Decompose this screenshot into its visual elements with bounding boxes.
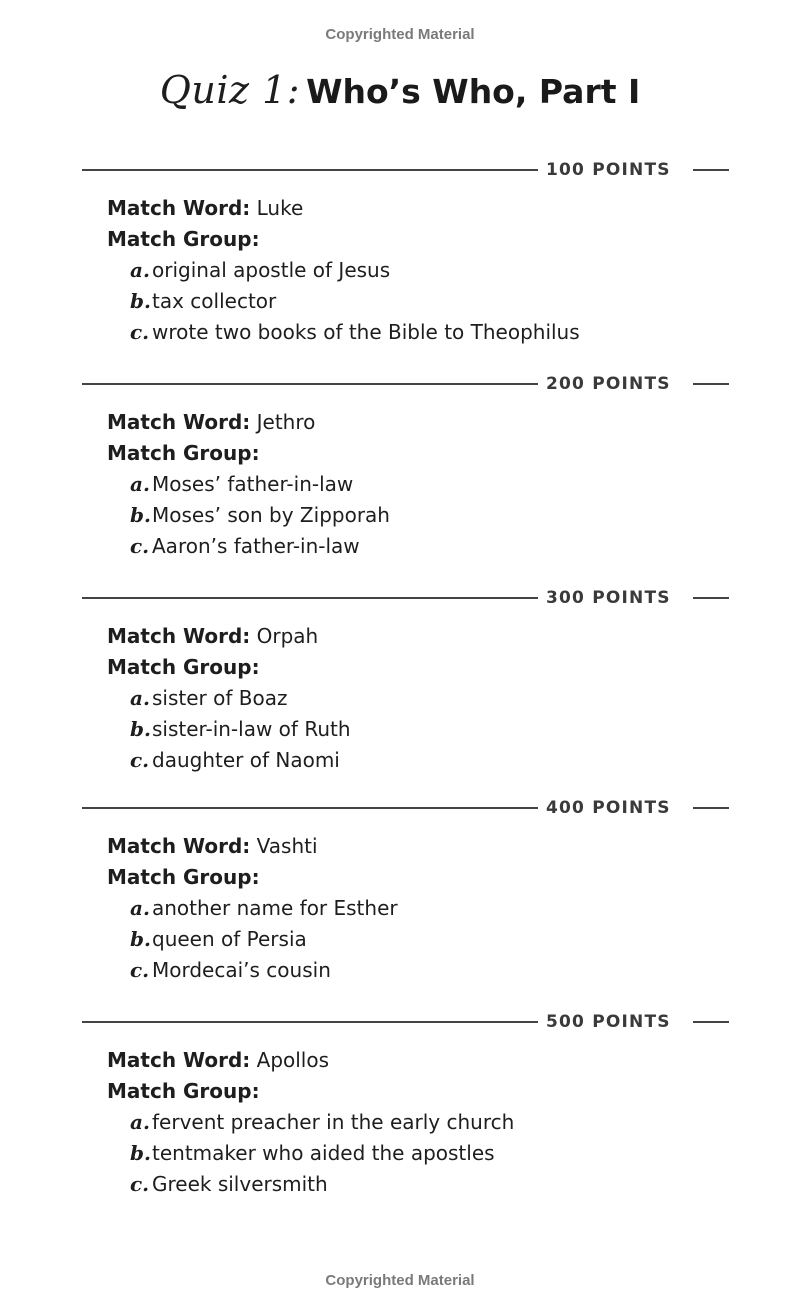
option-text: sister of Boaz	[152, 686, 288, 710]
divider-rule-left	[82, 383, 538, 385]
points-label: 500 POINTS	[546, 1012, 671, 1032]
match-word-label: Match Word:	[107, 624, 251, 648]
option-letter: c.	[130, 958, 150, 982]
option-text: Moses’ father-in-law	[152, 472, 354, 496]
points-label: 400 POINTS	[546, 798, 671, 818]
match-word-line	[107, 1045, 800, 1076]
points-divider	[0, 159, 800, 181]
points-label: 200 POINTS	[546, 374, 671, 394]
option-letter: a.	[130, 472, 150, 496]
option-text: daughter of Naomi	[152, 748, 340, 772]
option-b	[107, 500, 800, 531]
divider-rule-left	[82, 807, 538, 809]
match-word-line	[107, 831, 800, 862]
match-word-line	[107, 621, 800, 652]
option-letter: a.	[130, 258, 150, 282]
option-text: wrote two books of the Bible to Theophilus	[152, 320, 580, 344]
match-word-label: Match Word:	[107, 410, 251, 434]
match-word-line	[107, 193, 800, 224]
page-title	[0, 68, 800, 112]
divider-rule-right	[693, 169, 729, 171]
question-section-1	[0, 159, 800, 348]
quiz-title: Who’s Who, Part I	[306, 72, 641, 111]
option-a	[107, 893, 800, 924]
option-a	[107, 683, 800, 714]
points-divider	[0, 587, 800, 609]
match-word-label: Match Word:	[107, 196, 251, 220]
option-b	[107, 1138, 800, 1169]
match-group-label: Match Group:	[107, 227, 260, 251]
option-letter: b.	[130, 289, 151, 313]
divider-rule-left	[82, 169, 538, 171]
option-text: Mordecai’s cousin	[152, 958, 331, 982]
option-letter: b.	[130, 503, 151, 527]
option-text: fervent preacher in the early church	[152, 1110, 515, 1134]
option-a	[107, 469, 800, 500]
watermark-bottom: Copyrighted Material	[325, 1272, 475, 1289]
watermark-top: Copyrighted Material	[325, 26, 475, 43]
option-letter: a.	[130, 1110, 150, 1134]
match-word-value: Jethro	[256, 410, 316, 434]
option-c	[107, 955, 800, 986]
option-c	[107, 1169, 800, 1200]
option-text: Greek silversmith	[152, 1172, 328, 1196]
divider-rule-right	[693, 383, 729, 385]
question-section-5	[0, 1011, 800, 1200]
divider-rule-right	[693, 1021, 729, 1023]
option-b	[107, 924, 800, 955]
match-word-value: Orpah	[256, 624, 319, 648]
option-letter: a.	[130, 686, 150, 710]
option-letter: c.	[130, 320, 150, 344]
option-text: another name for Esther	[152, 896, 398, 920]
question-section-4	[0, 797, 800, 986]
option-text: Moses’ son by Zipporah	[152, 503, 390, 527]
match-word-value: Luke	[256, 196, 304, 220]
divider-rule-left	[82, 597, 538, 599]
points-label: 300 POINTS	[546, 588, 671, 608]
match-group-label: Match Group:	[107, 865, 260, 889]
option-text: sister-in-law of Ruth	[152, 717, 351, 741]
option-c	[107, 531, 800, 562]
quiz-number: Quiz 1:	[159, 68, 301, 112]
option-letter: b.	[130, 717, 151, 741]
option-letter: a.	[130, 896, 150, 920]
option-a	[107, 255, 800, 286]
option-c	[107, 317, 800, 348]
option-text: Aaron’s father-in-law	[152, 534, 360, 558]
option-text: original apostle of Jesus	[152, 258, 391, 282]
match-word-label: Match Word:	[107, 1048, 251, 1072]
option-text: tentmaker who aided the apostles	[152, 1141, 495, 1165]
option-text: queen of Persia	[152, 927, 307, 951]
option-c	[107, 745, 800, 776]
points-divider	[0, 1011, 800, 1033]
option-letter: b.	[130, 1141, 151, 1165]
match-group-label: Match Group:	[107, 655, 260, 679]
match-word-value: Apollos	[256, 1048, 330, 1072]
points-label: 100 POINTS	[546, 160, 671, 180]
option-letter: b.	[130, 927, 151, 951]
divider-rule-right	[693, 597, 729, 599]
divider-rule-right	[693, 807, 729, 809]
option-letter: c.	[130, 534, 150, 558]
option-a	[107, 1107, 800, 1138]
question-section-2	[0, 373, 800, 562]
match-word-label: Match Word:	[107, 834, 251, 858]
question-section-3	[0, 587, 800, 776]
option-letter: c.	[130, 1172, 150, 1196]
match-word-line	[107, 407, 800, 438]
match-word-value: Vashti	[256, 834, 318, 858]
divider-rule-left	[82, 1021, 538, 1023]
option-b	[107, 286, 800, 317]
match-group-label: Match Group:	[107, 1079, 260, 1103]
option-letter: c.	[130, 748, 150, 772]
option-b	[107, 714, 800, 745]
match-group-label: Match Group:	[107, 441, 260, 465]
option-text: tax collector	[152, 289, 277, 313]
points-divider	[0, 797, 800, 819]
points-divider	[0, 373, 800, 395]
